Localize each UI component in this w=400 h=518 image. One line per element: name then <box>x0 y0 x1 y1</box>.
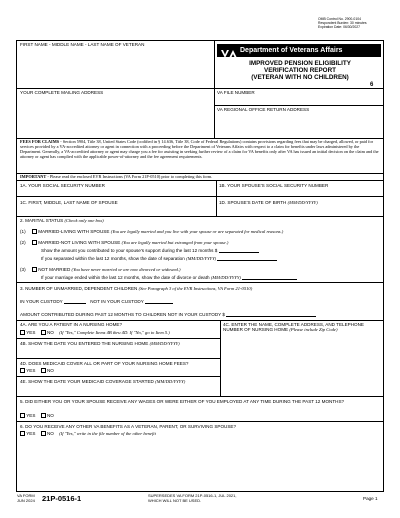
yes-label: YES <box>26 431 36 436</box>
spouse-dob-hint: (MM/DD/YYYY) <box>287 200 318 205</box>
supersedes-note <box>148 494 236 503</box>
other-benefits-no-checkbox[interactable] <box>41 431 46 436</box>
medicaid-start-hint: (MM/DD/YYYY) <box>155 379 186 384</box>
wages-yes-checkbox[interactable] <box>20 413 25 418</box>
spouse-support-amount-field[interactable] <box>219 248 259 253</box>
option-hint: (You are legally married but estranged from your spouse.) <box>121 240 229 245</box>
option-label: NOT MARRIED <box>38 267 71 272</box>
medicaid-answer-row <box>20 368 54 373</box>
medicaid-yes-checkbox[interactable] <box>20 368 25 373</box>
omb-info <box>318 17 367 30</box>
not-married-checkbox[interactable] <box>32 267 37 272</box>
form-title-line: (VETERAN WITH NO CHILDREN) <box>251 74 349 82</box>
separation-date-hint: (MM/DD/YYYY) <box>186 256 217 261</box>
no-label: NO <box>46 330 54 335</box>
spouse-support-label: Show the amount you contributed to your spouse's support during the last 12 months $ <box>41 248 218 253</box>
veteran-name-label: FIRST NAME - MIDDLE NAME - LAST NAME OF VETERAN <box>20 42 145 47</box>
form-number: 21P-0516-1 <box>42 494 82 503</box>
yes-label: YES <box>26 330 36 335</box>
dependents-heading-hint: (See Paragraph 3 of the EVR Instructions, VA Form 21-0510) <box>138 286 253 291</box>
dependents-heading-text: 3. NUMBER OF UNMARRIED, DEPENDENT CHILDREN <box>20 286 138 291</box>
medicaid-no-checkbox[interactable] <box>41 368 46 373</box>
not-in-custody-field[interactable] <box>145 299 173 304</box>
nursing-yes-checkbox[interactable] <box>20 330 25 335</box>
nursing-entry-text: 4B. SHOW THE DATE YOU ENTERED THE NURSING HOME <box>20 341 149 346</box>
nursing-entry-date-field[interactable] <box>18 347 218 356</box>
marital-heading-hint: (Check only one box) <box>64 218 104 223</box>
separation-date-row <box>41 256 277 261</box>
spouse-name-field[interactable] <box>18 205 214 214</box>
children-contribution-row <box>20 312 316 317</box>
marriage-end-date-field[interactable] <box>242 275 297 280</box>
marital-option-2 <box>20 240 228 245</box>
form-title-line: VERIFICATION REPORT <box>264 67 336 75</box>
va-form-label: VA FORM <box>17 493 35 498</box>
form-title-line: IMPROVED PENSION ELIGIBILITY <box>249 60 351 67</box>
fees-text: - Section 5904, Title 38, United States Code (codified in § 14.636, Title 38, Code of Federal Regulations) contains provisions regarding fees that may be charged, allowed, or paid for services provided by a VA-accredited attorney or agent in connection with a proceeding before the Department of Veterans Affairs with respect to a claim for benefits under laws administered by the Department. Generally, a VA-accredited attorney or agent may charge you a fee for assisting in seeking further review of a claim for VA benefits only after VA has issued an initial decision on the claim and the attorney or agent has complied with the applicable power-of-attorney and the fee agreement requirements. <box>20 139 379 159</box>
nursing-info-text: 4C. ENTER THE NAME, COMPLETE ADDRESS, AND TELEPHONE NUMBER OF NURSING HOME <box>223 322 364 333</box>
ssn-field[interactable] <box>18 188 214 195</box>
spouse-dob-text: 1D. SPOUSE'S DATE OF BIRTH <box>219 200 287 205</box>
va-file-number-label: VA FILE NUMBER <box>217 90 255 95</box>
marriage-end-hint: (MM/DD/YYYY) <box>210 275 241 280</box>
spouse-ssn-field[interactable] <box>218 188 382 195</box>
medicaid-question: 4D. DOES MEDICAID COVER ALL OR PART OF YOUR NURSING HOME FEES? <box>20 361 189 366</box>
option-number: (3) <box>20 267 26 272</box>
ssn-label: 1A. YOUR SOCIAL SECURITY NUMBER <box>20 183 105 188</box>
nursing-home-answer-row <box>20 330 170 335</box>
form-title <box>222 60 378 82</box>
no-label: NO <box>46 413 54 418</box>
wages-question: 5. DID EITHER YOU OR YOUR SPOUSE RECEIVE ANY WAGES OR WERE EITHER OF YOU EMPLOYED AT ANY TIME DURING THE PAST 12 MONTHS? <box>20 399 345 404</box>
medicaid-start-label <box>20 379 185 384</box>
spouse-name-label: 1C. FIRST, MIDDLE, LAST NAME OF SPOUSE <box>20 200 118 205</box>
medicaid-start-text: 4E. SHOW THE DATE YOUR MEDICAID COVERAGE STARTED <box>20 379 154 384</box>
omb-control-number: OMB Control No. 2900-0104 <box>318 17 361 21</box>
footer-form-label <box>17 494 35 503</box>
veteran-name-field[interactable] <box>18 48 212 82</box>
spouse-support-row <box>41 248 259 253</box>
children-contribution-label: AMOUNT CONTRIBUTED DURING PAST 12 MONTHS TO CHILDREN NOT IN YOUR CUSTODY $ <box>20 312 225 317</box>
in-custody-label: IN YOUR CUSTODY <box>20 299 63 304</box>
other-benefits-question: 6. DO YOU RECEIVE ANY OTHER VA BENEFITS AS A VETERAN, PARENT, OR SURVIVING SPOUSE? <box>20 424 237 429</box>
nursing-home-info-label <box>223 322 378 333</box>
marriage-end-label: If your marriage ended within the last 12 months, show the date of divorce or death <box>41 275 210 280</box>
medicaid-start-field[interactable] <box>18 385 218 394</box>
nursing-home-info-field[interactable] <box>222 340 382 394</box>
married-living-checkbox[interactable] <box>32 229 37 234</box>
mailing-address-field[interactable] <box>18 96 212 136</box>
nursing-no-checkbox[interactable] <box>41 330 46 335</box>
no-label: NO <box>46 368 54 373</box>
wages-no-checkbox[interactable] <box>41 413 46 418</box>
fees-notice <box>20 140 380 160</box>
form-variant-number: 6 <box>370 82 374 88</box>
expiration-date: Expiration Date: 06/30/2027 <box>318 25 361 30</box>
custody-row <box>20 299 173 304</box>
option-number: (1) <box>20 229 26 234</box>
marital-option-3 <box>20 267 181 272</box>
regional-office-field[interactable] <box>216 113 382 137</box>
dependents-heading <box>20 286 252 291</box>
nursing-info-hint: (Please include Zip Code) <box>289 327 338 333</box>
other-benefits-hint: (If "Yes," write in the file number of the other benefit <box>59 431 156 436</box>
fees-label: FEES FOR CLAIMS <box>20 139 60 144</box>
marital-status-heading <box>20 218 104 223</box>
yes-label: YES <box>26 413 36 418</box>
supersedes-line: WHICH WILL NOT BE USED. <box>148 497 202 503</box>
marriage-end-row <box>41 275 297 280</box>
marital-heading-text: 2. MARITAL STATUS <box>20 218 64 223</box>
form-date: JUN 2024 <box>17 497 35 503</box>
in-custody-field[interactable] <box>64 299 86 304</box>
marital-option-1 <box>20 229 283 234</box>
wages-answer-row <box>20 413 54 418</box>
yes-label: YES <box>26 368 36 373</box>
important-text: - Please read the enclosed EVR Instructions (VA Form 21P-0510) prior to completing this form. <box>46 173 213 179</box>
spouse-dob-field[interactable] <box>218 205 382 214</box>
regional-office-label: VA REGIONAL OFFICE RETURN ADDRESS <box>217 107 310 112</box>
option-label: MARRIED-NOT LIVING WITH SPOUSE <box>38 240 121 245</box>
separation-date-label: If you separated within the last 12 months, show the date of separation <box>41 256 185 261</box>
option-label: MARRIED-LIVING WITH SPOUSE <box>38 229 110 234</box>
important-notice <box>20 175 380 180</box>
married-not-living-checkbox[interactable] <box>32 240 37 245</box>
supersedes-line: SUPERSEDES VA FORM 21P-0516-1, JUL 2021, <box>148 493 237 498</box>
other-benefits-yes-checkbox[interactable] <box>20 431 25 436</box>
mailing-address-label: YOUR COMPLETE MAILING ADDRESS <box>20 90 104 95</box>
nursing-entry-date-label <box>20 341 180 346</box>
children-contribution-field[interactable] <box>226 312 316 317</box>
no-label: NO <box>46 431 54 436</box>
spouse-ssn-label: 1B. YOUR SPOUSE'S SOCIAL SECURITY NUMBER <box>219 183 329 188</box>
page-number: Page 1 <box>363 496 378 501</box>
other-benefits-answer-row <box>20 431 156 436</box>
not-in-custody-label: NOT IN YOUR CUSTODY <box>90 299 144 304</box>
nursing-home-question: 4A. ARE YOU A PATIENT IN A NURSING HOME? <box>20 322 123 327</box>
nursing-hint: (If "Yes," Complete Items 4B thru 4D. If "No," go to Item 5.) <box>59 330 170 335</box>
separation-date-field[interactable] <box>217 256 277 261</box>
va-file-number-field[interactable] <box>216 96 382 104</box>
option-hint: (You have never married or are now divorced or widowed.) <box>71 267 181 272</box>
nursing-entry-hint: (MM/DD/YYYY) <box>149 341 180 346</box>
important-label: IMPORTANT <box>20 173 47 179</box>
other-benefits-field[interactable] <box>18 440 382 490</box>
option-hint: (You are legally married and you live with your spouse or are separated for medical reasons.) <box>110 229 284 234</box>
agency-name: Department of Veterans Affairs <box>240 47 343 54</box>
respondent-burden: Respondent Burden: 30 minutes <box>318 21 367 26</box>
option-number: (2) <box>20 240 26 245</box>
